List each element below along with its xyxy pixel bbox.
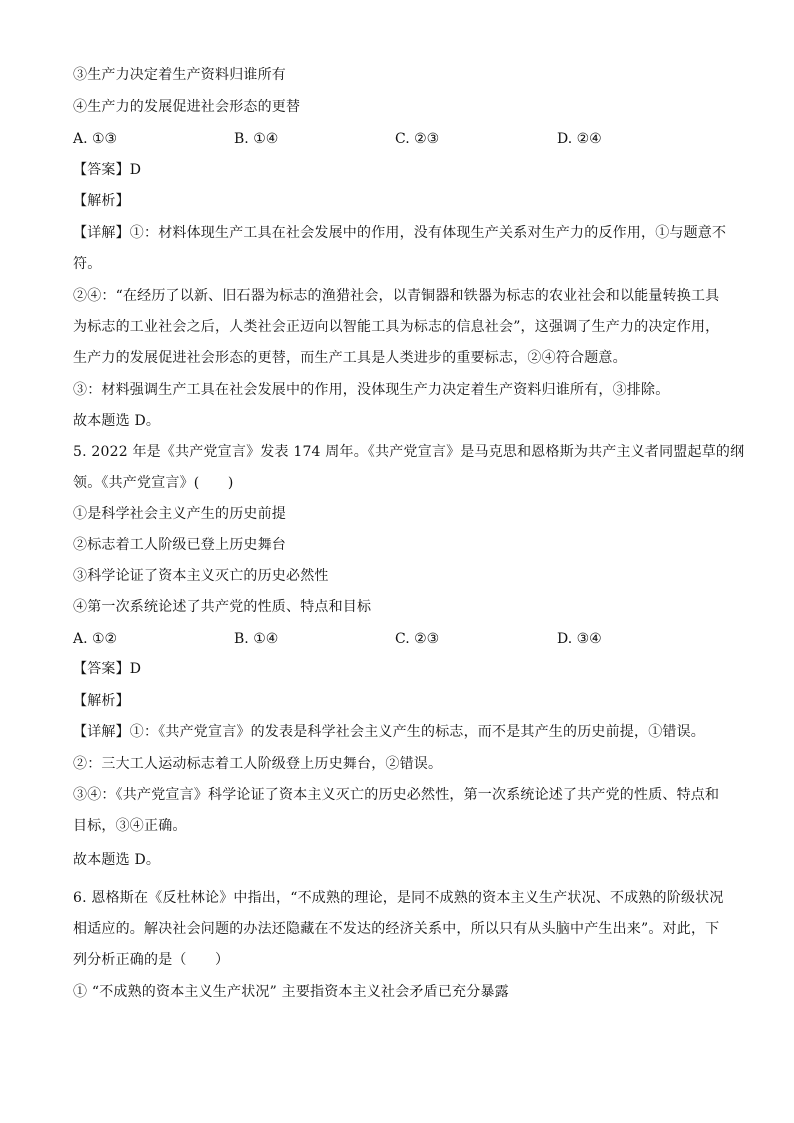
q5-item-3: ③科学论证了资本主义灭亡的历史必然性 (73, 568, 329, 584)
q4-analysis-label: 【解析】 (73, 193, 130, 209)
q4-conclusion: 故本题选 D。 (73, 413, 161, 429)
q5-options (73, 630, 723, 648)
q5-detail-1: 【详解】①：《共产党宣言》的发表是科学社会主义产生的标志，而不是其产生的历史前提，①错误。 (73, 724, 705, 740)
q5-detail-3a: ③④：《共产党宣言》科学论证了资本主义灭亡的历史必然性，第一次系统论述了共产党的性质、特点和 (73, 787, 720, 803)
q6-item-1: ① “不成熟的资本主义生产状况” 主要指资本主义社会矛盾已充分暴露 (73, 984, 509, 1000)
q4-option-b: B. ①④ (234, 131, 279, 147)
q6-stem-b: 相适应的。解决社会问题的办法还隐藏在不发达的经济关系中，所以只有从头脑中产生出来”。对此，下 (73, 921, 720, 937)
q5-answer: 【答案】D (73, 661, 142, 677)
q4-option-c: C. ②③ (395, 131, 440, 147)
q5-analysis-label: 【解析】 (73, 693, 130, 709)
q5-detail-3b: 目标，③④正确。 (73, 818, 187, 834)
q4-options (73, 130, 723, 148)
q4-answer: 【答案】D (73, 162, 142, 178)
q5-stem-a: 5. 2022 年是《共产党宣言》发表 174 周年。《共产党宣言》是马克思和恩格斯为共产主义者同盟起草的纲 (73, 444, 745, 460)
q5-item-2: ②标志着工人阶级已登上历史舞台 (73, 537, 286, 553)
q5-option-c: C. ②③ (395, 631, 440, 647)
q4-option-a: A. ①③ (73, 131, 118, 147)
q5-option-d: D. ③④ (557, 631, 602, 647)
q6-stem-c: 列分析正确的是（ ） (73, 952, 230, 968)
q4-detail-3: ③：材料强调生产工具在社会发展中的作用，没体现生产力决定着生产资料归谁所有，③排除。 (73, 382, 670, 398)
q4-detail-2a: ②④：“在经历了以新、旧石器为标志的渔猎社会，以青铜器和铁器为标志的农业社会和以能量转换工具 (73, 288, 720, 304)
q4-option-d: D. ②④ (557, 131, 602, 147)
q5-conclusion: 故本题选 D。 (73, 852, 161, 868)
q5-stem-b: 领。《共产党宣言》( ) (73, 475, 234, 491)
q4-detail-2b: 为标志的工业社会之后，人类社会正迈向以智能工具为标志的信息社会”，这强调了生产力的决定作用， (73, 319, 720, 335)
q4-detail-1b: 符。 (73, 256, 102, 272)
q5-option-a: A. ①② (73, 631, 118, 647)
q5-item-4: ④第一次系统论述了共产党的性质、特点和目标 (73, 599, 372, 615)
q5-detail-2: ②：三大工人运动标志着工人阶级登上历史舞台，②错误。 (73, 756, 443, 772)
q5-item-1: ①是科学社会主义产生的历史前提 (73, 506, 286, 522)
q4-item-4: ④生产力的发展促进社会形态的更替 (73, 99, 301, 115)
q6-stem-a: 6. 恩格斯在《反杜林论》中指出，“不成熟的理论，是同不成熟的资本主义生产状况、不成熟的阶级状况 (73, 890, 724, 906)
q4-detail-1a: 【详解】①：材料体现生产工具在社会发展中的作用，没有体现生产关系对生产力的反作用，①与题意不 (73, 225, 727, 241)
q4-item-3: ③生产力决定着生产资料归谁所有 (73, 67, 286, 83)
q4-detail-2c: 生产力的发展促进社会形态的更替，而生产工具是人类进步的重要标志，②④符合题意。 (73, 350, 627, 366)
q5-option-b: B. ①④ (234, 631, 279, 647)
